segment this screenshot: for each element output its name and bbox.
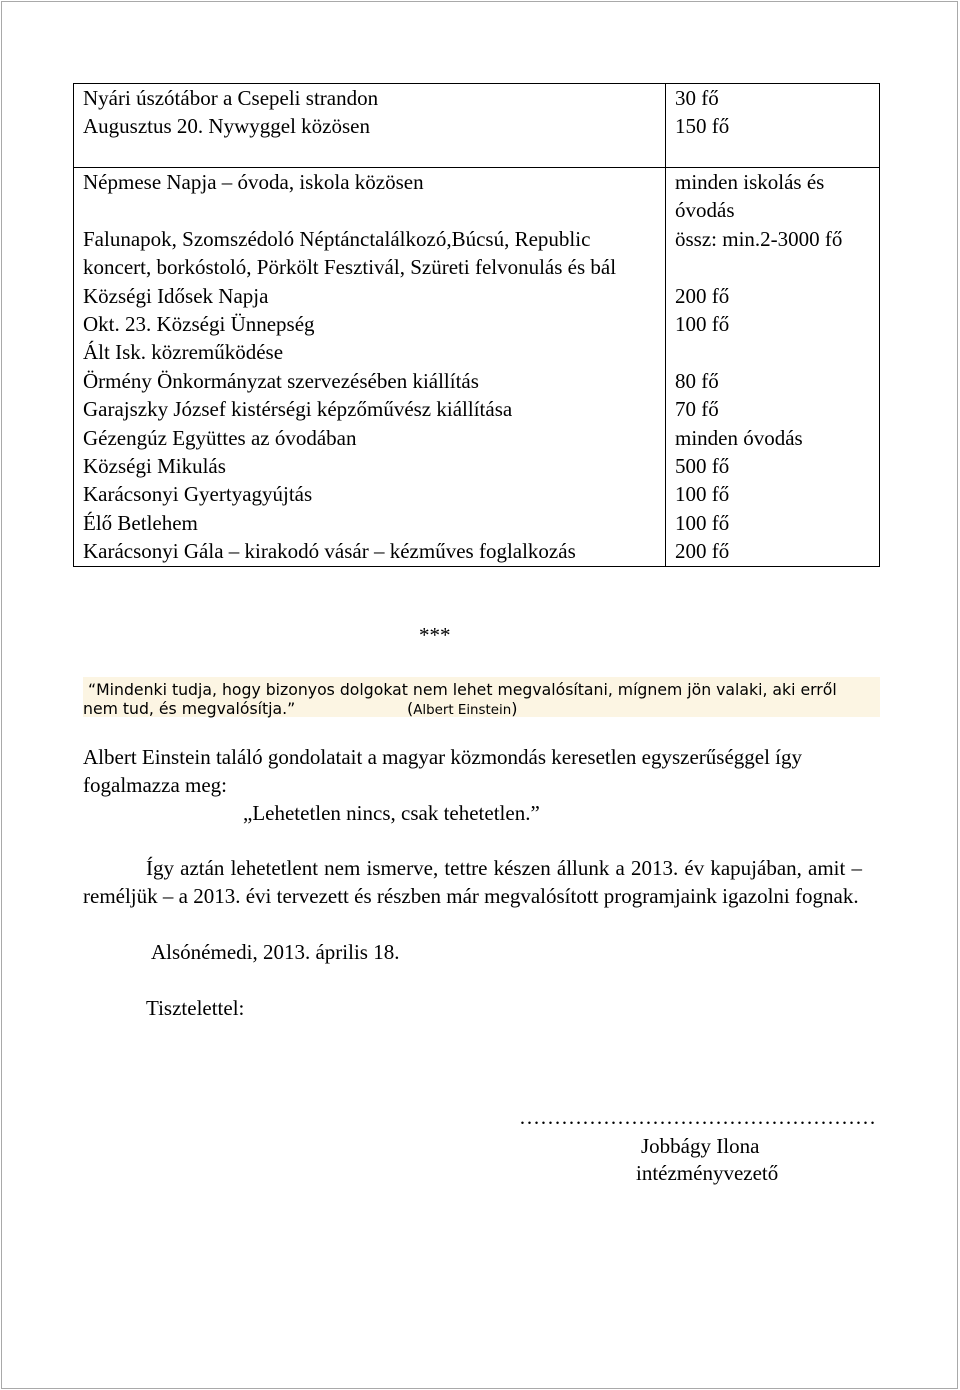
salutation: Tisztelettel: — [146, 996, 245, 1020]
event-cell — [74, 168, 666, 566]
event-line: Községi Mikulás — [83, 453, 226, 478]
quote-attribution — [407, 699, 517, 720]
attendance-line: óvodás — [675, 198, 735, 223]
place-date: Alsónémedi, 2013. április 18. — [151, 940, 400, 964]
blank-line — [675, 338, 879, 366]
attendance-line: 150 fő — [675, 114, 730, 139]
attendance-line: 200 fő — [675, 283, 730, 308]
attendance-cell — [666, 168, 879, 566]
event-line: Gézengúz Együttes az óvodában — [83, 425, 357, 450]
attribution-paren-close: ) — [511, 699, 518, 718]
attendance-line: 500 fő — [675, 453, 730, 478]
signer-title: intézményvezető — [636, 1161, 779, 1185]
event-line: koncert, borkóstoló, Pörkölt Fesztivál, Szüreti felvonulás és bál — [83, 255, 617, 280]
event-line: Falunapok, Szomszédoló Néptánctalálkozó,Búcsú, Republic — [83, 226, 591, 251]
quote-box — [83, 677, 880, 717]
section-separator: *** — [419, 623, 451, 647]
event-line: Községi Idősek Napja — [83, 283, 269, 308]
attendance-line: minden óvodás — [675, 425, 803, 450]
attendance-line: 100 fő — [675, 311, 730, 336]
event-line: Örmény Önkormányzat szervezésében kiállítás — [83, 368, 479, 393]
attendance-line: 100 fő — [675, 510, 730, 535]
event-line: Ált Isk. közreműködése — [83, 340, 284, 365]
paragraph-line: reméljük – a 2013. évi tervezett és részben már megvalósított programjaink igazolni fognak. — [83, 884, 859, 908]
blank-line — [83, 196, 665, 224]
paragraph-line: Így aztán lehetetlent nem ismerve, tettre készen állunk a 2013. év kapujában, amit – — [146, 856, 862, 880]
attendance-line: 200 fő — [675, 539, 730, 564]
attendance-line: minden iskolás és — [675, 170, 825, 194]
attribution-name: Albert Einstein — [413, 703, 512, 718]
proverb: „Lehetetlen nincs, csak tehetetlen.” — [243, 801, 540, 825]
event-line: Garajszky József kistérségi képzőművész kiállítása — [83, 397, 513, 422]
events-table — [73, 83, 880, 567]
event-line: Karácsonyi Gyertyagyújtás — [83, 482, 313, 507]
event-line: Augusztus 20. Nywyggel közösen — [83, 114, 370, 139]
attribution-paren-open: ( — [407, 699, 414, 718]
paragraph-line: Albert Einstein találó gondolatait a magyar közmondás keresetlen egyszerűséggel így — [83, 745, 803, 769]
signer-name: Jobbágy Ilona — [641, 1134, 760, 1158]
attendance-line: össz: min.2-3000 fő — [675, 226, 843, 251]
event-cell — [74, 84, 666, 167]
event-line: Népmese Napja – óvoda, iskola közösen — [83, 170, 424, 194]
attendance-cell — [666, 84, 879, 167]
event-line: Okt. 23. Községi Ünnepség — [83, 311, 315, 336]
signature-line: …………………………………………… — [519, 1105, 876, 1129]
attendance-line: 30 fő — [675, 86, 719, 110]
paragraph-line: fogalmazza meg: — [83, 773, 228, 797]
table-row — [74, 84, 879, 167]
attendance-line: 70 fő — [675, 397, 719, 422]
blank-line — [675, 253, 879, 281]
attendance-line: 80 fő — [675, 368, 719, 393]
event-line: Élő Betlehem — [83, 510, 198, 535]
table-row — [74, 167, 879, 566]
quote-line: nem tud, és megvalósítja.” — [83, 699, 296, 718]
event-line: Karácsonyi Gála – kirakodó vásár – kézműves foglalkozás — [83, 539, 576, 564]
attendance-line: 100 fő — [675, 482, 730, 507]
quote-line: “Mindenki tudja, hogy bizonyos dolgokat nem lehet megvalósítani, mígnem jön valaki, aki erről — [88, 680, 837, 699]
event-line: Nyári úszótábor a Csepeli strandon — [83, 86, 379, 110]
